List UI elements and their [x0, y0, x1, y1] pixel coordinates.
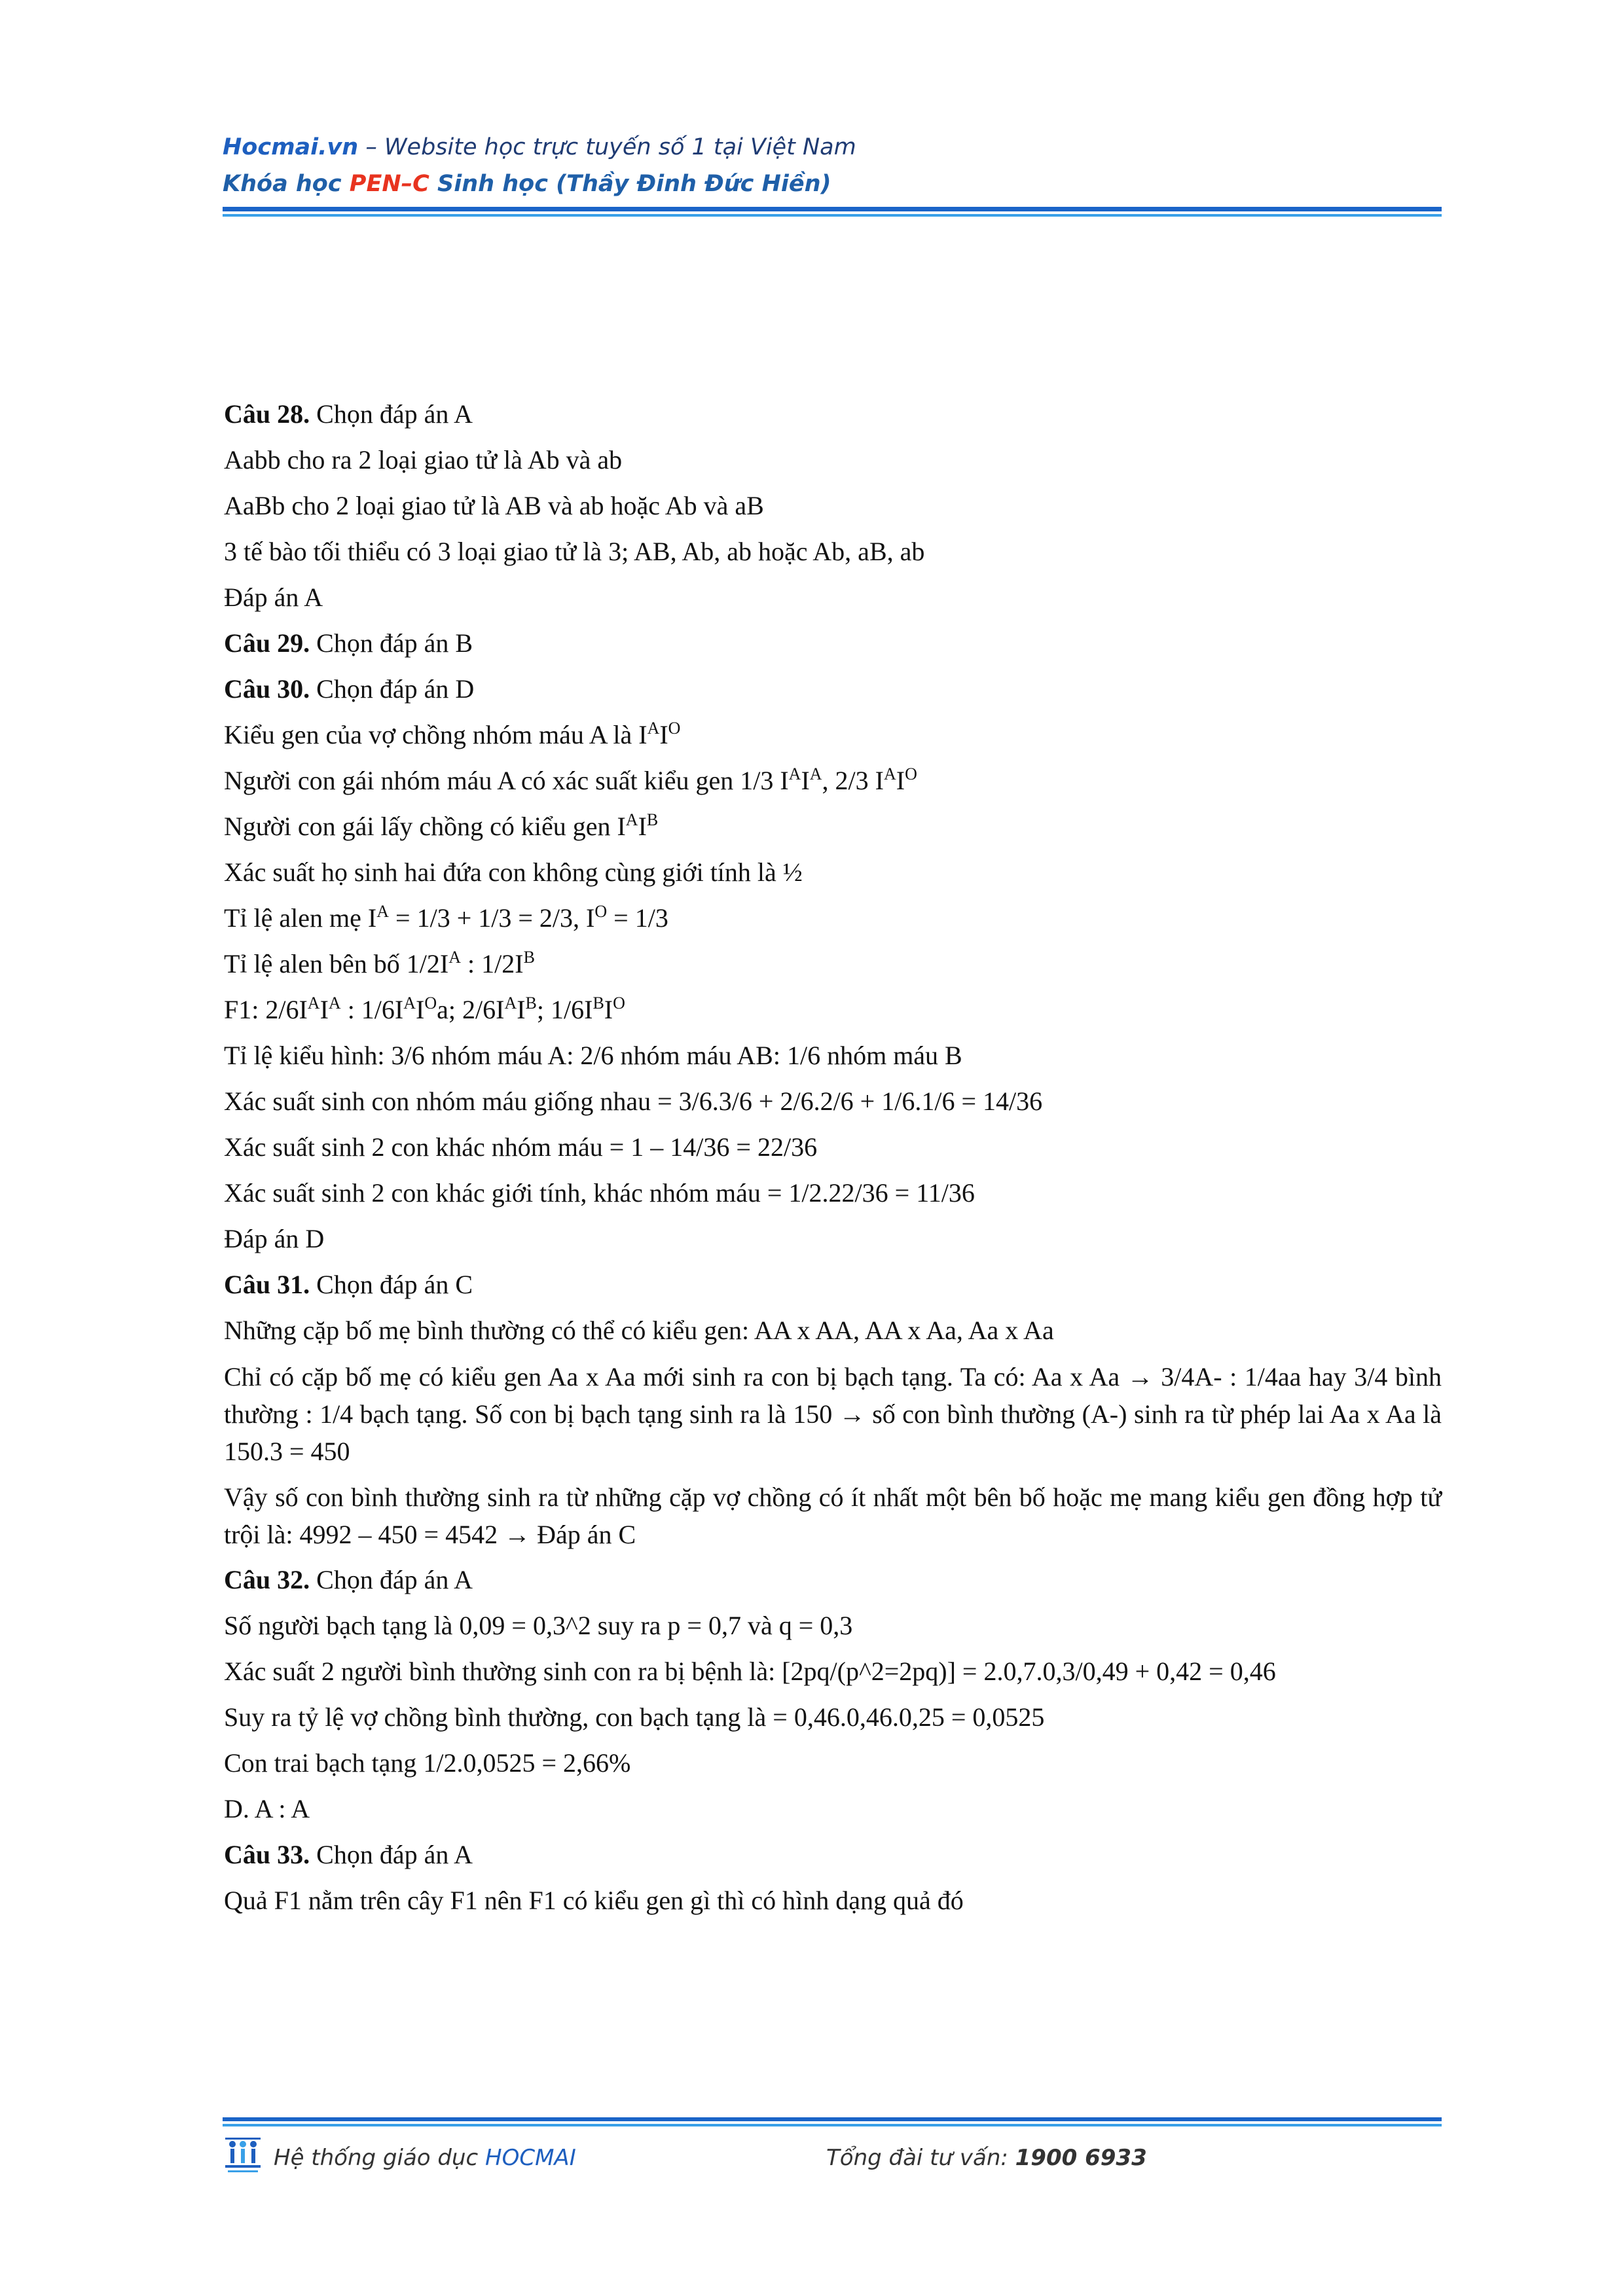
text-line: AaBb cho 2 loại giao tử là AB và ab hoặc Ab và aB — [224, 491, 764, 520]
text-line: Đáp án A — [224, 583, 323, 612]
footer-left-prefix: Hệ thống giáo dục — [274, 2145, 486, 2171]
question-heading: Câu 32. Chọn đáp án A — [224, 1565, 473, 1594]
text-line: Xác suất sinh con nhóm máu giống nhau = 3/6.3/6 + 2/6.2/6 + 1/6.1/6 = 14/36 — [224, 1086, 1043, 1116]
footer-brand: HOCMAI — [485, 2145, 576, 2171]
text-line: F1: $2/6I^AI^A$ : $1/6I^AI^Oa$; $2/6I^AI^B$; $1/6I^BI^O$ — [224, 994, 625, 1024]
text-line: Những cặp bố mẹ bình thường có thể có kiểu gen: AA x AA, AA x Aa, Aa x Aa — [224, 1316, 1054, 1345]
text-line: Tỉ lệ alen bên bố $1/2I^A$ : $1/2I^B$ — [224, 948, 535, 978]
text-line: Xác suất sinh 2 con khác giới tính, khác nhóm máu = 1/2.22/36 = 11/36 — [224, 1178, 975, 1208]
text-line: Tỉ lệ kiểu hình: 3/6 nhóm máu A: 2/6 nhóm máu AB: 1/6 nhóm máu B — [224, 1041, 962, 1070]
text-line: Xác suất họ sinh hai đứa con không cùng giới tính là ½ — [224, 857, 803, 887]
footer-right-prefix: Tổng đài tư vấn: — [826, 2145, 1015, 2171]
site-tagline: – Website học trực tuyến số 1 tại Việt Nam — [358, 134, 856, 160]
course-subject: Sinh học (Thầy Đinh Đức Hiền) — [429, 171, 831, 197]
site-name[interactable]: Hocmai.vn — [223, 134, 359, 160]
text-line: Aabb cho ra 2 loại giao tử là Ab và ab — [224, 445, 623, 475]
question-heading: Câu 33. Chọn đáp án A — [224, 1840, 473, 1869]
text-line: Đáp án D — [224, 1224, 325, 1253]
question-heading: Câu 28. Chọn đáp án A — [224, 399, 473, 429]
footer-rule-dark — [223, 2117, 1442, 2121]
course-pen: PEN–C — [349, 171, 429, 197]
text-line: Xác suất sinh 2 con khác nhóm máu = 1 – 14/36 = 22/36 — [224, 1132, 818, 1162]
hocmai-logo-icon — [223, 2132, 263, 2176]
footer-left — [274, 2142, 576, 2174]
text-paragraph: Vậy số con bình thường sinh ra từ những cặp vợ chồng có ít nhất một bên bố hoặc mẹ mang kiểu gen đồng hợp tử trội là: 4992 – 450 = 4542 → Đáp án C — [224, 1482, 1442, 1549]
question-heading: Câu 29. Chọn đáp án B — [224, 628, 473, 658]
footer-right — [826, 2142, 1147, 2174]
text-line: Số người bạch tạng là 0,09 = 0,3^2 suy ra p = 0,7 và q = 0,3 — [224, 1611, 853, 1640]
text-line: Suy ra tỷ lệ vợ chồng bình thường, con bạch tạng là = 0,46.0,46.0,25 = 0,0525 — [224, 1702, 1045, 1732]
text-line: Xác suất 2 người bình thường sinh con ra bị bệnh là: [2pq/(p^2=2pq)] = 2.0,7.0,3/0,49 + 0,42 = 0,46 — [224, 1657, 1276, 1686]
answer-content — [224, 391, 1442, 1924]
text-line: Con trai bạch tạng 1/2.0,0525 = 2,66% — [224, 1748, 631, 1778]
text-line: 3 tế bào tối thiểu có 3 loại giao tử là 3; AB, Ab, ab hoặc Ab, aB, ab — [224, 537, 925, 566]
text-line: Người con gái lấy chồng có kiểu gen $I^AI^B$ — [224, 810, 659, 841]
text-line: Người con gái nhóm máu A có xác suất kiểu gen 1/3 $I^AI^A$, 2/3 $I^AI^O$ — [224, 764, 917, 795]
text-paragraph: Chỉ có cặp bố mẹ có kiểu gen Aa x Aa mới sinh ra con bị bạch tạng. Ta có: Aa x Aa → 3/4A- : 1/4aa hay 3/4 bình thường : 1/4 bạch tạng. Số con bị bạch tạng sinh ra là 150 → số con bình thường (A-) sinh ra từ phép lai Aa x Aa là 150.3 = 450 — [224, 1362, 1442, 1466]
footer-phone: 1900 6933 — [1015, 2145, 1147, 2171]
text-line: Tỉ lệ alen mẹ $I^A = 1/3 + 1/3 = 2/3$, $I^O = 1/3$ — [224, 902, 668, 933]
question-heading: Câu 31. Chọn đáp án C — [224, 1270, 473, 1299]
text-line: D. A : A — [224, 1794, 310, 1823]
header-line-site — [223, 131, 1440, 164]
question-heading: Câu 30. Chọn đáp án D — [224, 674, 475, 704]
header-rule-dark — [223, 207, 1442, 211]
text-line: Kiểu gen của vợ chồng nhóm máu A là $I^AI^O$ — [224, 719, 681, 749]
course-prefix: Khóa học — [223, 171, 350, 197]
footer-rule-light — [223, 2124, 1442, 2126]
header-line-course — [223, 168, 1440, 200]
text-line: Quả F1 nằm trên cây F1 nên F1 có kiểu gen gì thì có hình dạng quả đó — [224, 1886, 964, 1915]
header-rule-light — [223, 214, 1442, 217]
